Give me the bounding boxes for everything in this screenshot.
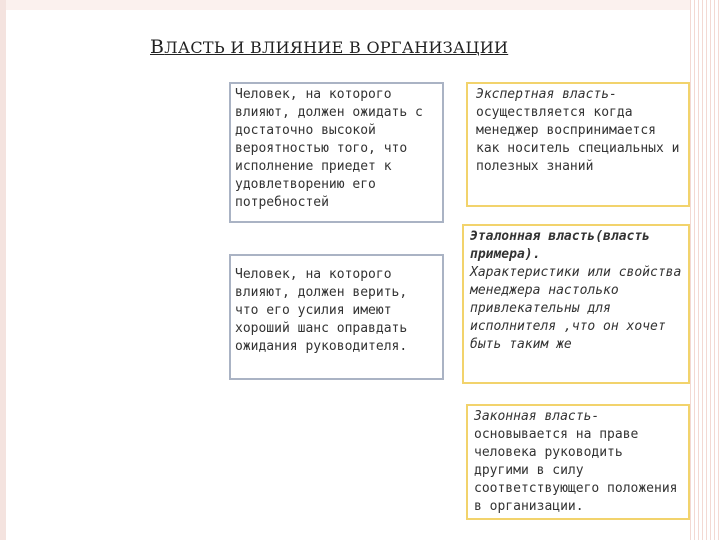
expectation-text: Человек, на которого влияют, должен ожидать с достаточно высокой вероятностью того, что исполнение приедет к удовлетворению его потребностей	[235, 87, 423, 210]
expert-power-heading: Экспертная власть-	[476, 87, 617, 102]
legal-power-heading: Законная власть-	[474, 409, 600, 424]
top-decor-band	[0, 0, 720, 10]
right-decor-stripe	[690, 0, 720, 540]
belief-text: Человек, на которого влияют, должен верить, что его усилия имеют хороший шанс оправдать ожидания руководителя.	[235, 267, 408, 354]
expectation-box	[229, 82, 444, 223]
slide-title	[150, 36, 508, 58]
reference-power-heading: Эталонная власть(власть примера).	[470, 229, 651, 262]
slide-title-first-letter: В	[150, 36, 165, 58]
slide-title-rest: ЛАСТЬ И ВЛИЯНИЕ В ОРГАНИЗАЦИИ	[164, 38, 509, 57]
legal-power-box	[466, 404, 690, 520]
reference-power-box	[462, 224, 690, 384]
legal-power-text: основывается на праве человека руководить другими в силу соответствующего положения в организации.	[474, 427, 678, 514]
reference-power-text: Характеристики или свойства менеджера настолько привлекательны для исполнителя ,что он хочет быть таким же	[470, 265, 682, 352]
expert-power-box	[466, 82, 690, 207]
belief-box	[229, 254, 444, 380]
expert-power-text: осуществляется когда менеджер воспринимается как носитель специальных и полезных знаний	[476, 105, 680, 174]
left-decor-stripe	[0, 0, 6, 540]
